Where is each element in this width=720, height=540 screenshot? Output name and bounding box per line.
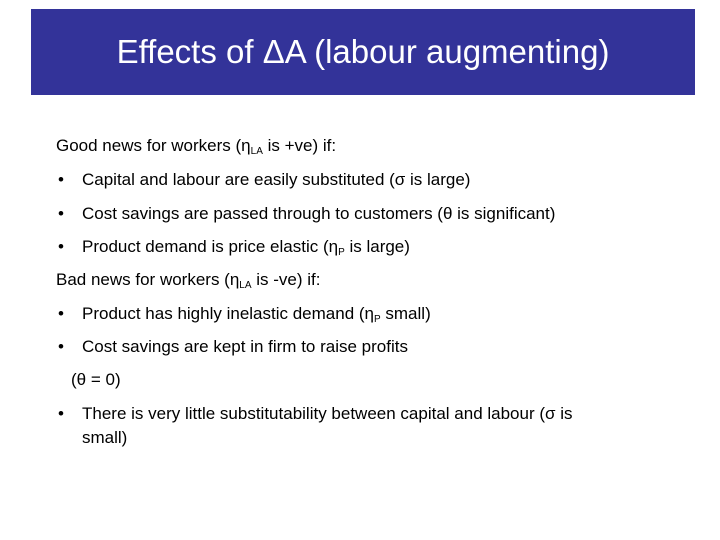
- bad-bullet-1-post: small): [380, 304, 431, 323]
- good-bullet-2-text: Cost savings are passed through to customers (θ is significant): [82, 204, 556, 223]
- good-bullet-1-text: Capital and labour are easily substituted (σ is large): [82, 170, 471, 189]
- good-news-heading-subscript: LA: [250, 146, 263, 157]
- bad-bullet-1-text: [82, 304, 431, 324]
- good-bullet-3-post: is large): [344, 237, 410, 256]
- good-bullet-3-text: [82, 237, 410, 257]
- bad-bullet-2-text: Cost savings are kept in firm to raise profits: [82, 337, 408, 356]
- bullet-icon: •: [58, 304, 64, 323]
- good-news-heading: [56, 136, 336, 156]
- bullet-icon: •: [58, 204, 64, 223]
- bad-news-heading-text-end: is -ve) if:: [251, 270, 321, 289]
- small-continuation: small): [82, 428, 128, 447]
- good-bullet-3-pre: Product demand is price elastic (η: [82, 237, 339, 256]
- bullet-icon: •: [58, 404, 64, 423]
- bullet-icon: •: [58, 337, 64, 356]
- bad-news-heading-text: Bad news for workers (η: [56, 270, 240, 289]
- bad-bullet-1-subscript: P: [374, 314, 381, 325]
- bullet-icon: •: [58, 237, 64, 256]
- slide-title: Effects of ΔA (labour augmenting): [116, 33, 610, 70]
- bad-news-heading-subscript: LA: [239, 280, 252, 291]
- theta-zero-continuation: (θ = 0): [71, 370, 121, 389]
- good-news-heading-text: Good news for workers (η: [56, 136, 251, 155]
- bad-bullet-3-text: There is very little substitutability between capital and labour (σ is: [82, 404, 573, 423]
- slide-title-bar: [31, 9, 695, 95]
- bad-bullet-1-pre: Product has highly inelastic demand (η: [82, 304, 374, 323]
- good-news-heading-text-end: is +ve) if:: [262, 136, 337, 155]
- bullet-icon: •: [58, 170, 64, 189]
- bad-news-heading: [56, 270, 320, 290]
- good-bullet-3-subscript: P: [338, 247, 345, 258]
